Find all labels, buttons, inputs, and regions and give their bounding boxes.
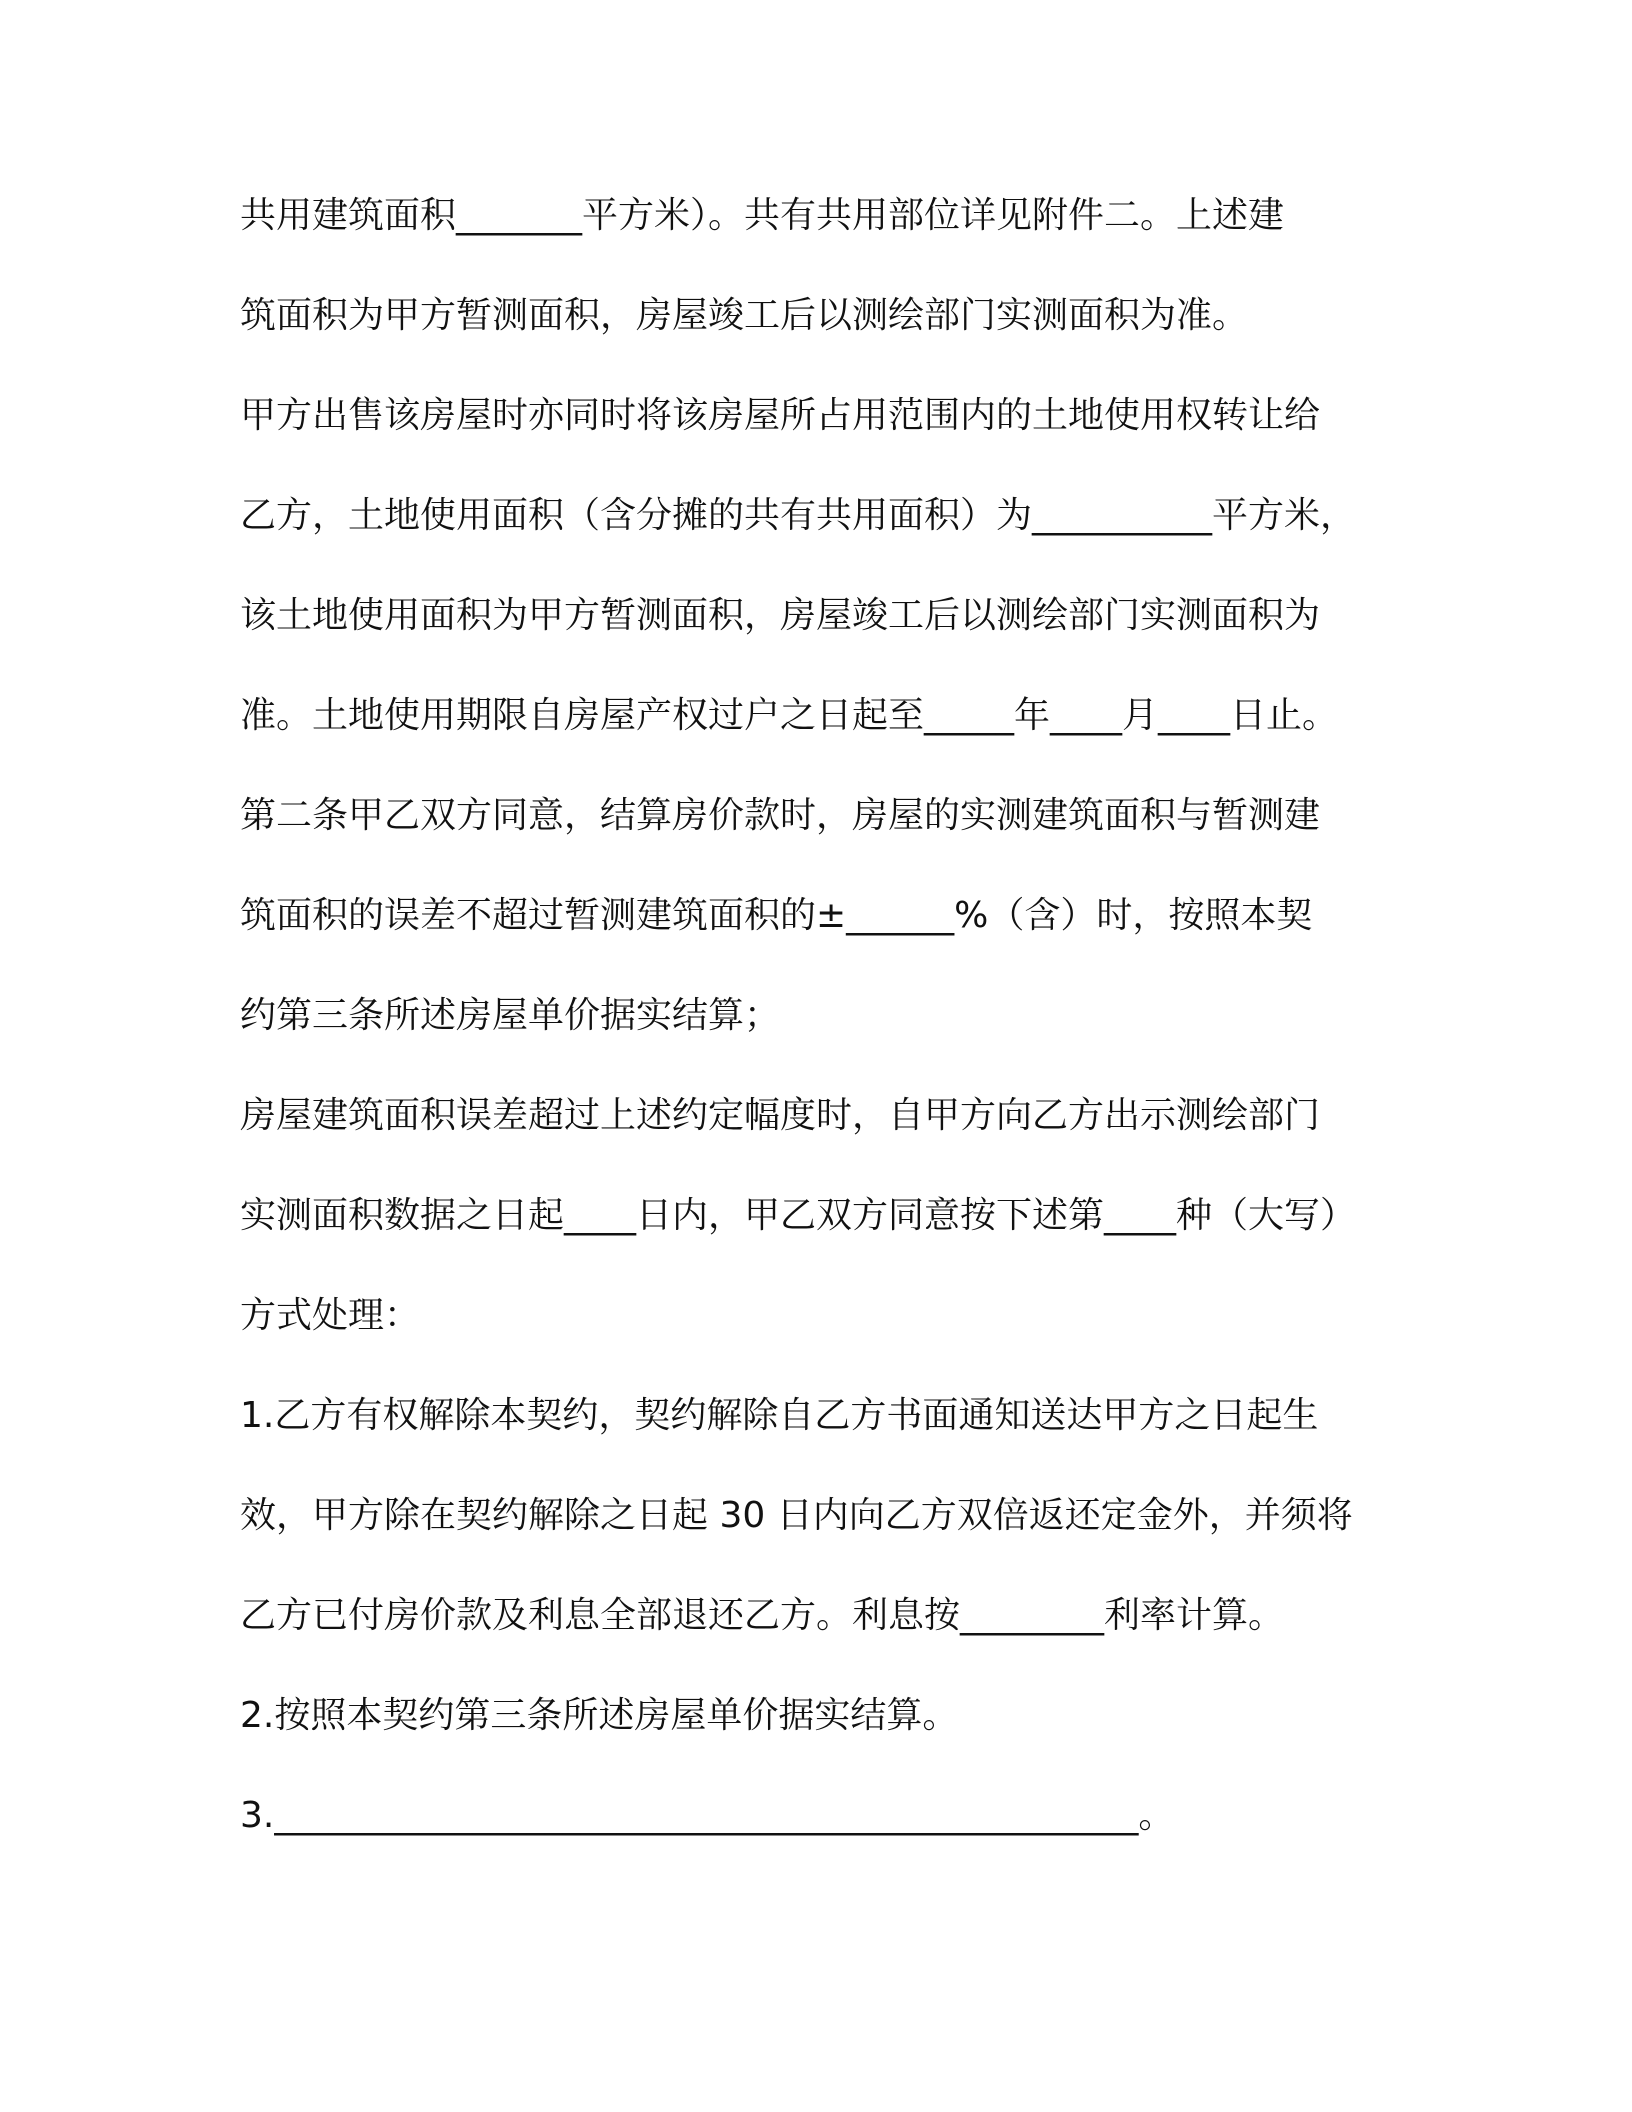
text-line: 筑面积的误差不超过暂测建筑面积的±______%（含）时，按照本契 bbox=[240, 895, 1313, 936]
list-item-1-line: 乙方已付房价款及利息全部退还乙方。利息按________利率计算。 bbox=[240, 1595, 1285, 1636]
section-heading-line: 第二条甲乙双方同意，结算房价款时，房屋的实测建筑面积与暂测建 bbox=[240, 795, 1321, 836]
list-item-2-line: 2.按照本契约第三条所述房屋单价据实结算。 bbox=[240, 1695, 959, 1736]
list-item-1-line: 效，甲方除在契约解除之日起 30 日内向乙方双倍返还定金外，并须将 bbox=[240, 1495, 1353, 1536]
text-line: 实测面积数据之日起____日内，甲乙双方同意按下述第____种（大写） bbox=[240, 1195, 1357, 1236]
list-item-3-line: 3.________________________________________________。 bbox=[240, 1795, 1175, 1836]
text-line: 准。土地使用期限自房屋产权过户之日起至_____年____月____日止。 bbox=[240, 695, 1339, 736]
text-line: 筑面积为甲方暂测面积，房屋竣工后以测绘部门实测面积为准。 bbox=[240, 295, 1249, 336]
text-line: 方式处理： bbox=[240, 1295, 421, 1336]
text-line: 约第三条所述房屋单价据实结算； bbox=[240, 995, 781, 1036]
text-line: 该土地使用面积为甲方暂测面积，房屋竣工后以测绘部门实测面积为 bbox=[240, 595, 1321, 636]
text-line: 共用建筑面积_______平方米）。共有共用部位详见附件二。上述建 bbox=[240, 195, 1285, 236]
text-line: 甲方出售该房屋时亦同时将该房屋所占用范围内的土地使用权转让给 bbox=[240, 395, 1321, 436]
list-item-1-line: 1.乙方有权解除本契约，契约解除自乙方书面通知送达甲方之日起生 bbox=[240, 1395, 1319, 1436]
text-line: 房屋建筑面积误差超过上述约定幅度时，自甲方向乙方出示测绘部门 bbox=[240, 1095, 1321, 1136]
text-line: 乙方，土地使用面积（含分摊的共有共用面积）为__________平方米， bbox=[240, 495, 1357, 536]
